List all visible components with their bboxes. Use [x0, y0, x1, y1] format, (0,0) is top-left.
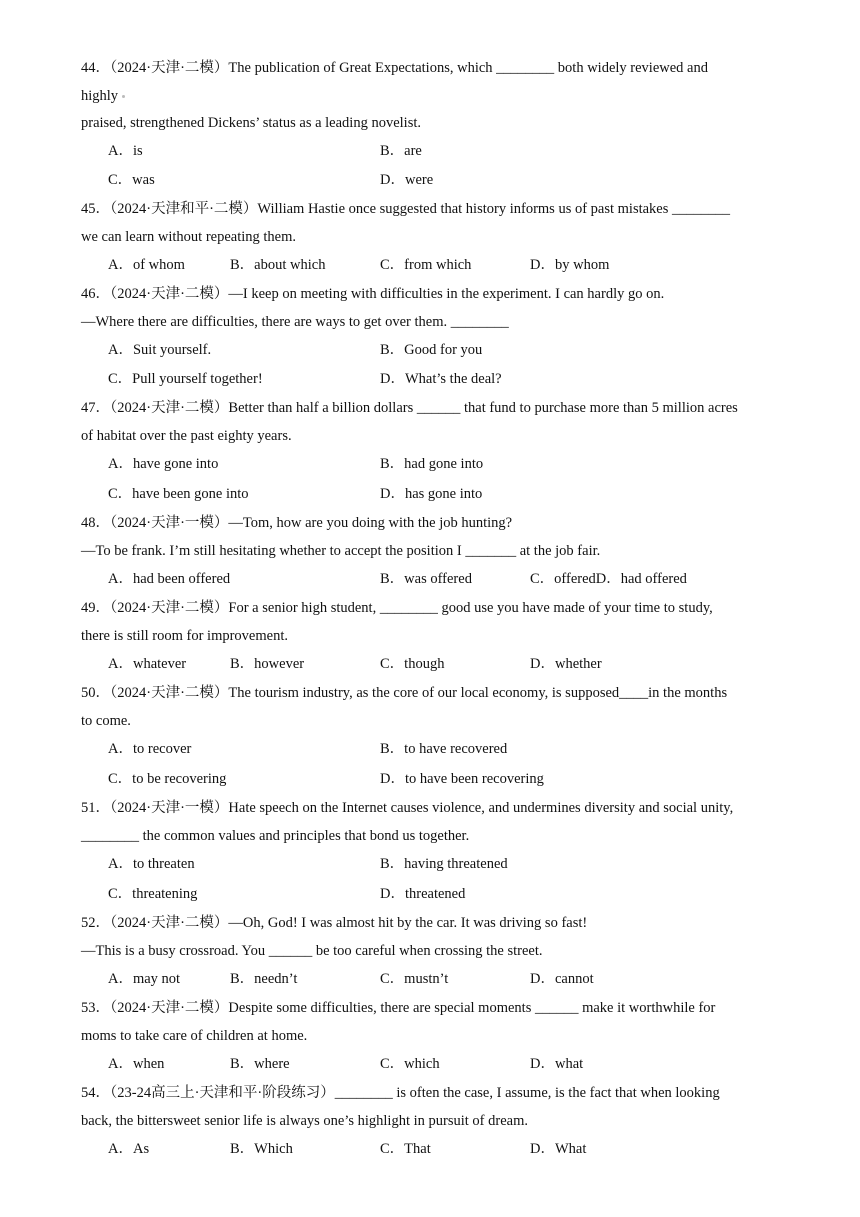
q53-option-d[interactable]: D．what [530, 1056, 584, 1072]
q54-stem-line-2: back, the bittersweet senior life is always one’s highlight in pursuit of dream. [81, 1113, 528, 1129]
q50-option-b[interactable]: B．to have recovered [380, 741, 508, 757]
q44-option-b[interactable]: B．are [380, 143, 422, 159]
q46-option-c[interactable]: C．Pull yourself together! [108, 371, 263, 387]
q54-option-c[interactable]: C．That [380, 1141, 431, 1157]
q45-option-c[interactable]: C．from which [380, 257, 472, 273]
q54-stem-line-1: 54．（23-24高三上·天津和平·阶段练习）________ is often the case, I assume, is the fact that when looking [81, 1085, 720, 1101]
q44-stem-line-1: 44．（2024·天津·二模）The publication of Great Expectations, which ________ both widely reviewed and [81, 60, 708, 76]
q49-option-b[interactable]: B．however [230, 656, 305, 672]
q49-option-a[interactable]: A．whatever [108, 656, 187, 672]
q46-option-a[interactable]: A．Suit yourself. [108, 342, 212, 358]
q47-option-a[interactable]: A．have gone into [108, 456, 219, 472]
q50-stem-line-1: 50．（2024·天津·二模）The tourism industry, as the core of our local economy, is supposed____in the months [81, 685, 728, 701]
q44-option-d[interactable]: D．were [380, 172, 434, 188]
q48-option-b[interactable]: B．was offered [380, 571, 472, 587]
q48-option-c-d[interactable]: C．offeredD．had offered [530, 571, 687, 587]
q44-option-c[interactable]: C．was [108, 172, 155, 188]
q45-stem-line-1: 45．（2024·天津和平·二模）William Hastie once suggested that history informs us of past mistakes ________ [81, 201, 731, 217]
q47-stem-line-1: 47．（2024·天津·二模）Better than half a billion dollars ______ that fund to purchase more than 5 million acres [81, 400, 738, 416]
q45-stem-line-2: we can learn without repeating them. [81, 229, 297, 245]
q52-stem-line-1: 52．（2024·天津·二模）—Oh, God! I was almost hit by the car. It was driving so fast! [81, 915, 588, 931]
q51-option-b[interactable]: B．having threatened [380, 856, 508, 872]
q52-option-d[interactable]: D．cannot [530, 971, 594, 987]
q51-option-c[interactable]: C．threatening [108, 886, 198, 902]
q45-option-a[interactable]: A．of whom [108, 257, 185, 273]
q53-option-b[interactable]: B．where [230, 1056, 290, 1072]
q54-option-d[interactable]: D．What [530, 1141, 587, 1157]
q44-option-a[interactable]: A．is [108, 143, 143, 159]
q51-option-a[interactable]: A．to threaten [108, 856, 195, 872]
q48-stem-line-1: 48．（2024·天津·一模）—Tom, how are you doing with the job hunting? [81, 515, 513, 531]
q44-stem-line-2 [81, 87, 125, 105]
q53-stem-line-1: 53．（2024·天津·二模）Despite some difficulties, there are special moments ______ make it worthwhile for [81, 1000, 716, 1016]
q47-option-c[interactable]: C．have been gone into [108, 486, 249, 502]
q52-option-c[interactable]: C．mustn’t [380, 971, 449, 987]
q46-option-d[interactable]: D．What’s the deal? [380, 371, 502, 387]
q47-option-d[interactable]: D．has gone into [380, 486, 483, 502]
q44-stem-line-3: praised, strengthened Dickens’ status as a leading novelist. [81, 115, 421, 131]
q48-option-a[interactable]: A．had been offered [108, 571, 231, 587]
q50-option-d[interactable]: D．to have been recovering [380, 771, 544, 787]
q46-stem-line-1: 46．（2024·天津·二模）—I keep on meeting with difficulties in the experiment. I can hardly go on. [81, 286, 665, 302]
q45-option-b[interactable]: B．about which [230, 257, 326, 273]
q49-stem-line-1: 49．（2024·天津·二模）For a senior high student, ________ good use you have made of your time to study, [81, 600, 713, 616]
q51-option-d[interactable]: D．threatened [380, 886, 466, 902]
q44-stem-line-2-text: highly [81, 88, 119, 104]
q51-stem-line-2: ________ the common values and principles that bond us together. [81, 828, 470, 844]
q50-option-a[interactable]: A．to recover [108, 741, 192, 757]
q50-stem-line-2: to come. [81, 713, 131, 729]
q47-stem-line-2: of habitat over the past eighty years. [81, 428, 292, 444]
q54-option-a[interactable]: A．As [108, 1141, 150, 1157]
q52-stem-line-2: —This is a busy crossroad. You ______ be too careful when crossing the street. [81, 943, 543, 959]
q46-option-b[interactable]: B．Good for you [380, 342, 483, 358]
q47-option-b[interactable]: B．had gone into [380, 456, 484, 472]
q53-option-c[interactable]: C．which [380, 1056, 440, 1072]
q51-stem-line-1: 51．（2024·天津·一模）Hate speech on the Internet causes violence, and undermines diversity and social unity, [81, 800, 734, 816]
q49-option-c[interactable]: C．though [380, 656, 445, 672]
q54-option-b[interactable]: B．Which [230, 1141, 293, 1157]
q48-stem-line-2: —To be frank. I’m still hesitating whether to accept the position I _______ at the job fair. [81, 543, 601, 559]
q53-stem-line-2: moms to take care of children at home. [81, 1028, 308, 1044]
q49-option-d[interactable]: D．whether [530, 656, 602, 672]
q52-option-a[interactable]: A．may not [108, 971, 181, 987]
q52-option-b[interactable]: B．needn’t [230, 971, 298, 987]
q49-stem-line-2: there is still room for improvement. [81, 628, 288, 644]
q53-option-a[interactable]: A．when [108, 1056, 165, 1072]
q45-option-d[interactable]: D．by whom [530, 257, 610, 273]
q46-stem-line-2: —Where there are difficulties, there are ways to get over them. ________ [81, 314, 509, 330]
q50-option-c[interactable]: C．to be recovering [108, 771, 227, 787]
line-break-mark [122, 95, 125, 98]
